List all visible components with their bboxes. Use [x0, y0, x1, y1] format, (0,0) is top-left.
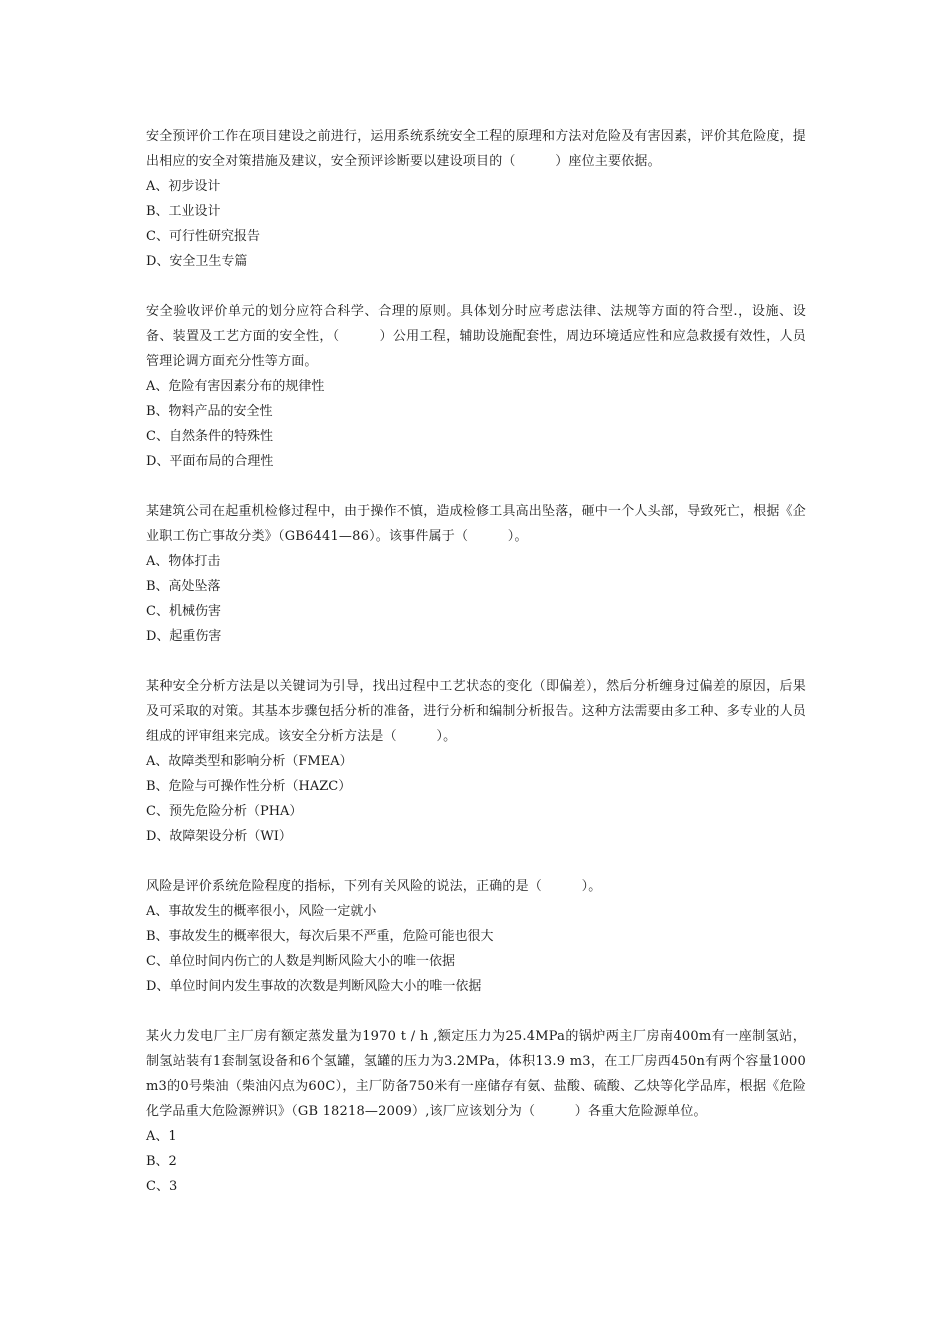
question-2 — [146, 299, 806, 474]
option-a: A、危险有害因素分布的规律性 — [146, 379, 325, 394]
question-list — [146, 124, 806, 1224]
question-stem: 风险是评价系统危险程度的指标，下列有关风险的说法，正确的是（ ）。 — [146, 879, 602, 894]
option-c: C、可行性研究报告 — [146, 229, 260, 244]
option-c: C、自然条件的特殊性 — [146, 429, 273, 444]
option-b: B、事故发生的概率很大，每次后果不严重，危险可能也很大 — [146, 929, 494, 944]
question-3 — [146, 499, 806, 649]
option-list — [146, 374, 806, 474]
option-list — [146, 899, 806, 999]
question-stem: 某种安全分析方法是以关键词为引导，找出过程中工艺状态的变化（即偏差），然后分析缠身过偏差的原因，后果及可采取的对策。其基本步骤包括分析的准备，进行分析和编制分析报告。这种方法需要由多工种、多专业的人员组成的评审组来完成。该安全分析方法是（ ）。 — [146, 679, 807, 744]
option-d: D、单位时间内发生事故的次数是判断风险大小的唯一依据 — [146, 979, 482, 994]
option-d: D、平面布局的合理性 — [146, 454, 274, 469]
option-a: A、物体打击 — [146, 554, 221, 569]
option-d: D、起重伤害 — [146, 629, 222, 644]
question-4 — [146, 674, 806, 849]
option-b: B、2 — [146, 1154, 177, 1169]
question-stem: 某火力发电厂主厂房有额定蒸发量为1970 t / h ,额定压力为25.4MPa的锅炉两主厂房南400m有一座制氢站，制氢站装有1套制氢设备和6个氢罐，氢罐的压力为3.2MPa，体积13.9 m3，在工厂房西450n有两个容量1000 m3的0号柴油（柴油闪点为60C），主厂防备750米有一座储存有氨、盐酸、硫酸、乙炔等化学品库，根据《危险化学品重大危险源辨识》（GB 18218—2009）,该厂应该划分为（ ）各重大危险源单位。 — [146, 1029, 806, 1119]
question-stem: 某建筑公司在起重机检修过程中，由于操作不慎，造成检修工具高出坠落，砸中一个人头部，导致死亡，根据《企业职工伤亡事故分类》（GB6441—86）。该事件属于（ ）。 — [146, 504, 807, 544]
option-c: C、机械伤害 — [146, 604, 221, 619]
option-b: B、高处坠落 — [146, 579, 221, 594]
option-a: A、初步设计 — [146, 179, 221, 194]
question-5 — [146, 874, 806, 999]
option-b: B、工业设计 — [146, 204, 221, 219]
option-a: A、事故发生的概率很小，风险一定就小 — [146, 904, 377, 919]
option-list — [146, 749, 806, 849]
question-stem: 安全预评价工作在项目建设之前进行，运用系统系统安全工程的原理和方法对危险及有害因素，评价其危险度，提出相应的安全对策措施及建议，安全预评诊断要以建设项目的（ ）座位主要依据。 — [146, 129, 807, 169]
question-1 — [146, 124, 806, 274]
option-d: D、故障架设分析（WI） — [146, 829, 292, 844]
option-a: A、1 — [146, 1129, 177, 1144]
option-list — [146, 174, 806, 274]
option-b: B、物料产品的安全性 — [146, 404, 273, 419]
option-list — [146, 1124, 806, 1199]
option-b: B、危险与可操作性分析（HAZC） — [146, 779, 352, 794]
option-c: C、3 — [146, 1179, 178, 1194]
question-stem: 安全验收评价单元的划分应符合科学、合理的原则。具体划分时应考虑法律、法规等方面的符合型.，设施、设备、装置及工艺方面的安全性，（ ）公用工程，辅助设施配套性，周边环境适应性和应急救援有效性，人员管理论调方面充分性等方面。 — [146, 304, 806, 369]
option-c: C、预先危险分析（PHA） — [146, 804, 303, 819]
question-6 — [146, 1024, 806, 1199]
option-d: D、安全卫生专篇 — [146, 254, 248, 269]
option-c: C、单位时间内伤亡的人数是判断风险大小的唯一依据 — [146, 954, 455, 969]
option-a: A、故障类型和影响分析（FMEA） — [146, 754, 353, 769]
option-list — [146, 549, 806, 649]
